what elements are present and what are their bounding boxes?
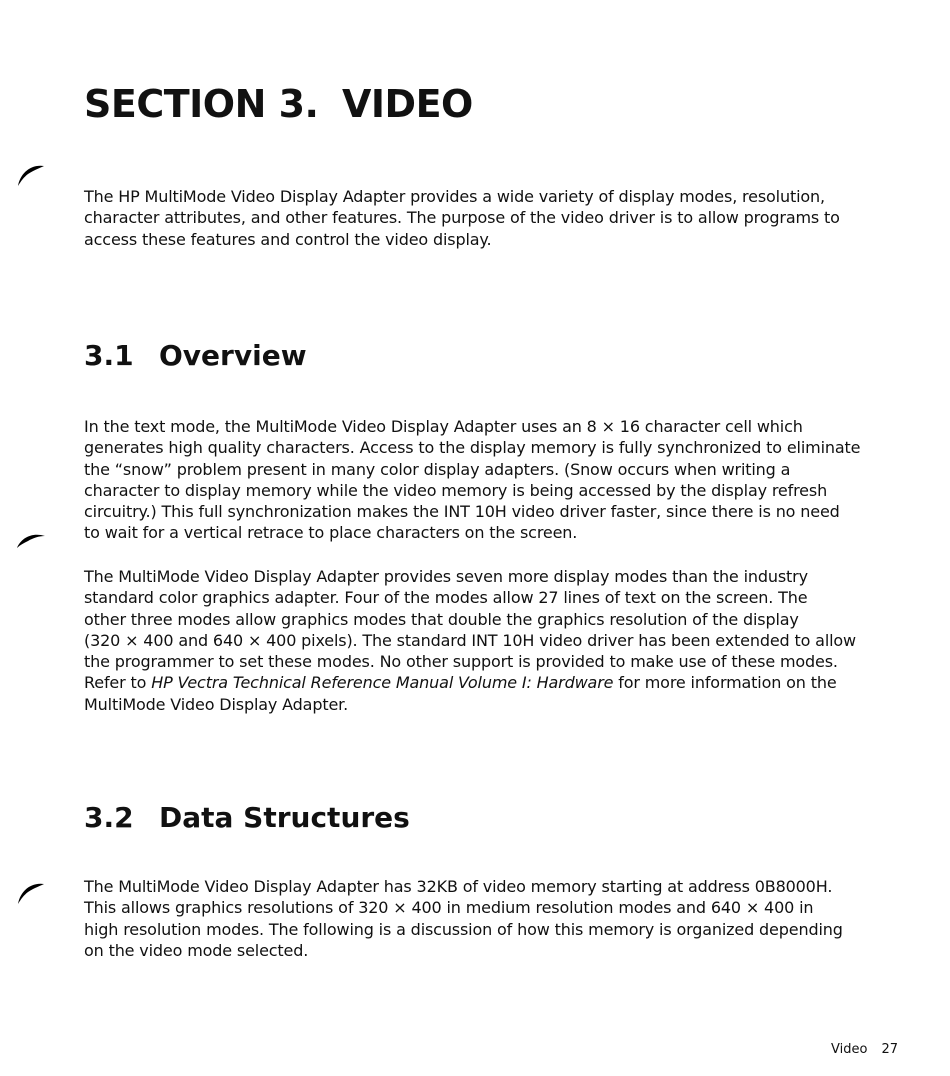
punch-hole-mark-1 bbox=[14, 158, 48, 188]
subsection-heading-overview bbox=[84, 338, 307, 374]
data-structures-paragraph bbox=[84, 876, 884, 961]
page-number: 27 bbox=[881, 1042, 898, 1057]
paragraph-line: circuitry.) This full synchronization makes the INT 10H video driver faster, since there is no need bbox=[84, 502, 840, 522]
paragraph-line: standard color graphics adapter. Four of the modes allow 27 lines of text on the screen. The bbox=[84, 588, 808, 608]
paragraph-line: character to display memory while the video memory is being accessed by the display refresh bbox=[84, 480, 828, 500]
overview-paragraph-1 bbox=[84, 416, 884, 544]
reference-manual-title: HP Vectra Technical Reference Manual Volume I: Hardware bbox=[151, 673, 614, 693]
paragraph-line: high resolution modes. The following is a discussion of how this memory is organized depending bbox=[84, 919, 843, 939]
paragraph-line: on the video mode selected. bbox=[84, 940, 309, 960]
punch-hole-mark-2 bbox=[14, 522, 48, 552]
paragraph-line-reference bbox=[84, 672, 884, 693]
section-number: SECTION 3. bbox=[84, 82, 319, 126]
paragraph-line: In the text mode, the MultiMode Video Display Adapter uses an 8 × 16 character cell which bbox=[84, 417, 803, 436]
footer-label: Video bbox=[831, 1042, 868, 1057]
paragraph-line: MultiMode Video Display Adapter. bbox=[84, 694, 349, 714]
section-title: VIDEO bbox=[342, 82, 473, 126]
reference-prefix: Refer to bbox=[84, 673, 152, 693]
paragraph-line: other three modes allow graphics modes that double the graphics resolution of the display bbox=[84, 609, 799, 629]
paragraph-line: generates high quality characters. Access to the display memory is fully synchronized to eliminate bbox=[84, 438, 861, 458]
paragraph-line: the programmer to set these modes. No other support is provided to make use of these modes. bbox=[84, 652, 838, 672]
paragraph-line: The MultiMode Video Display Adapter provides seven more display modes than the industry bbox=[84, 567, 808, 586]
reference-suffix: for more information on the bbox=[613, 673, 837, 693]
intro-paragraph bbox=[84, 186, 884, 250]
paragraph-line: (320 × 400 and 640 × 400 pixels). The standard INT 10H video driver has been extended to allow bbox=[84, 630, 856, 650]
section-heading bbox=[84, 80, 473, 128]
subsection-number: 3.2 bbox=[84, 801, 134, 834]
page-footer bbox=[831, 1041, 898, 1059]
paragraph-line: The HP MultiMode Video Display Adapter provides a wide variety of display modes, resolution, bbox=[84, 187, 825, 206]
subsection-heading-data-structures bbox=[84, 800, 410, 836]
paragraph-line: to wait for a vertical retrace to place characters on the screen. bbox=[84, 523, 578, 543]
subsection-title: Overview bbox=[159, 339, 307, 372]
paragraph-line: The MultiMode Video Display Adapter has 32KB of video memory starting at address 0B8000H. bbox=[84, 877, 833, 896]
paragraph-line: character attributes, and other features. The purpose of the video driver is to allow programs to bbox=[84, 208, 840, 228]
punch-hole-mark-3 bbox=[14, 876, 48, 906]
paragraph-line: the “snow” problem present in many color display adapters. (Snow occurs when writing a bbox=[84, 459, 791, 479]
overview-paragraph-2 bbox=[84, 566, 884, 715]
subsection-number: 3.1 bbox=[84, 339, 134, 372]
subsection-title: Data Structures bbox=[159, 801, 410, 834]
paragraph-line: access these features and control the video display. bbox=[84, 229, 492, 249]
paragraph-line: This allows graphics resolutions of 320 × 400 in medium resolution modes and 640 × 400 in bbox=[84, 898, 814, 918]
